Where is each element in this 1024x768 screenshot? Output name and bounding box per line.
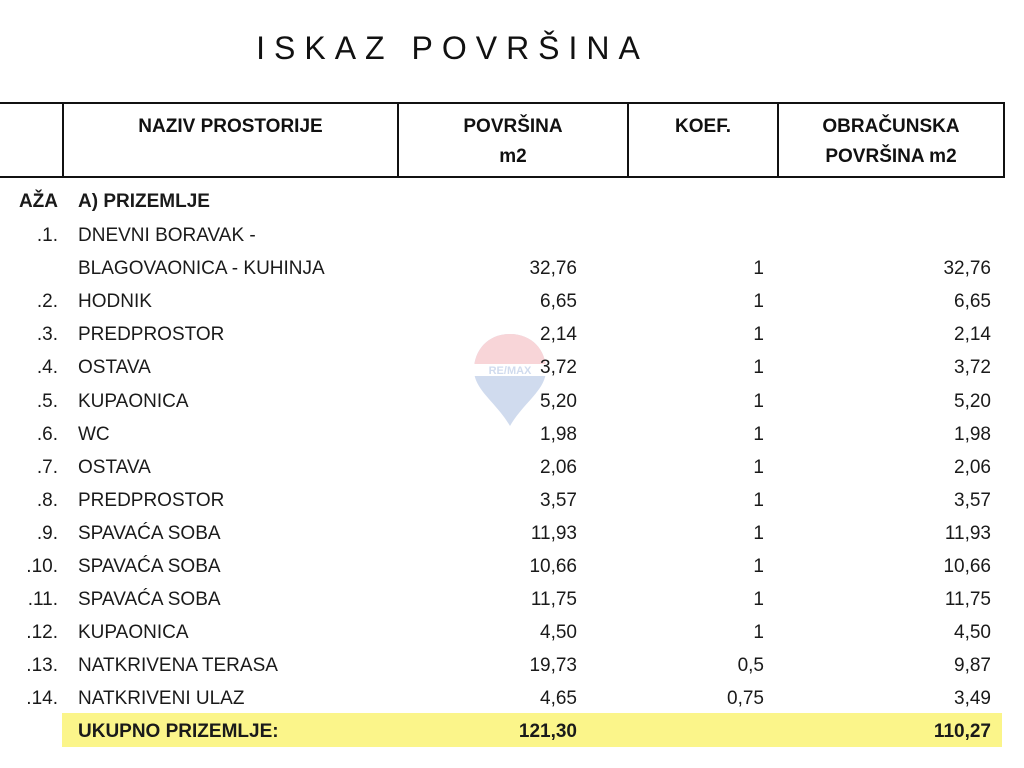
table-row (0, 219, 1024, 252)
header-calc-label: OBRAČUNSKA (822, 116, 960, 137)
room-name: SPAVAĆA SOBA (78, 556, 221, 577)
room-number: .4. (36, 357, 58, 379)
room-koef: 1 (753, 489, 764, 511)
header-top-border (0, 102, 1005, 104)
table-row (0, 616, 1024, 649)
room-number: .3. (36, 324, 58, 346)
room-area: 3,57 (540, 489, 577, 511)
room-number: .2. (36, 291, 58, 313)
room-koef: 1 (753, 258, 764, 280)
room-koef: 1 (753, 390, 764, 412)
room-area: 1,98 (540, 423, 577, 445)
room-name: PREDPROSTOR (78, 324, 225, 346)
table-row (0, 583, 1024, 616)
header-calc-unit: POVRŠINA m2 (825, 146, 957, 167)
room-calc-area: 3,57 (954, 489, 991, 511)
room-calc-area: 2,14 (954, 324, 991, 346)
room-area: 4,50 (540, 622, 577, 644)
table-row (0, 517, 1024, 550)
watermark-text: RE/MAX (488, 365, 532, 377)
room-calc-area: 9,87 (954, 655, 991, 677)
room-koef: 1 (753, 622, 764, 644)
room-koef: 0,5 (737, 655, 764, 677)
total-row (0, 715, 1024, 748)
room-koef: 1 (753, 522, 764, 544)
table-row (0, 418, 1024, 451)
room-koef: 1 (753, 291, 764, 313)
room-name: HODNIK (78, 291, 152, 313)
room-koef: 1 (753, 589, 764, 611)
room-name: SPAVAĆA SOBA (78, 522, 221, 544)
header-calc-area (779, 112, 1003, 172)
room-number: .9. (36, 522, 58, 544)
room-name: OSTAVA (78, 456, 151, 478)
table-row (0, 550, 1024, 583)
room-calc-area: 11,75 (944, 589, 991, 611)
header-area-unit: m2 (499, 146, 527, 167)
room-name: WC (78, 423, 110, 445)
room-calc-area: 2,06 (954, 456, 991, 478)
room-area: 11,75 (530, 589, 577, 611)
room-area: 19,73 (529, 655, 577, 677)
room-calc-area: 4,50 (954, 622, 991, 644)
room-area: 3,72 (540, 357, 577, 379)
room-calc-area: 1,98 (954, 423, 991, 445)
room-calc-area: 3,72 (954, 357, 991, 379)
room-koef: 1 (753, 324, 764, 346)
room-koef: 1 (753, 556, 764, 577)
room-name: SPAVAĆA SOBA (78, 589, 221, 611)
table-row (0, 682, 1024, 715)
header-bottom-border (0, 176, 1005, 178)
room-calc-area: 6,65 (954, 291, 991, 313)
page-title: ISKAZ POVRŠINA (256, 30, 649, 66)
room-area: 32,76 (529, 258, 577, 280)
room-area: 10,66 (529, 556, 577, 577)
room-number: .14. (26, 688, 58, 710)
room-calc-area: 10,66 (943, 556, 991, 577)
room-name: OSTAVA (78, 357, 151, 379)
room-number: .1. (36, 225, 58, 246)
room-area: 5,20 (540, 390, 577, 412)
header-koef: KOEF. (675, 116, 731, 137)
room-koef: 1 (753, 456, 764, 478)
table-row (0, 649, 1024, 682)
room-name: BLAGOVAONICA - KUHINJA (78, 258, 325, 280)
room-calc-area: 32,76 (943, 258, 991, 280)
room-number: .12. (26, 622, 58, 644)
room-koef: 0,75 (727, 688, 764, 710)
room-number: .13. (26, 655, 58, 677)
room-name: PREDPROSTOR (78, 489, 225, 511)
room-number: .8. (36, 489, 58, 511)
header-area-label: POVRŠINA (463, 116, 563, 137)
table-row (0, 351, 1024, 384)
room-name: NATKRIVENI ULAZ (78, 688, 245, 710)
total-label: UKUPNO PRIZEMLJE: (78, 721, 279, 742)
total-area: 121,30 (518, 721, 577, 742)
table-row (0, 285, 1024, 318)
room-koef: 1 (753, 357, 764, 379)
table-row (0, 484, 1024, 517)
total-calc-area: 110,27 (933, 721, 991, 742)
room-number: .6. (36, 423, 58, 445)
floor-label: AŽA (18, 191, 58, 212)
section-name: A) PRIZEMLJE (78, 191, 210, 212)
table-row (0, 451, 1024, 484)
header-divider (1003, 102, 1005, 178)
room-area: 4,65 (540, 688, 577, 710)
room-area: 6,65 (540, 291, 577, 313)
header-area (399, 112, 627, 172)
room-calc-area: 3,49 (954, 688, 991, 710)
room-number: .10. (26, 556, 58, 577)
room-area: 2,14 (540, 324, 577, 346)
table-row (0, 385, 1024, 418)
room-name: KUPAONICA (78, 390, 189, 412)
room-name: NATKRIVENA TERASA (78, 655, 278, 677)
room-area: 11,93 (530, 522, 577, 544)
header-room-name: NAZIV PROSTORIJE (138, 116, 323, 137)
room-number: .11. (27, 589, 58, 611)
table-row (0, 318, 1024, 351)
room-name: KUPAONICA (78, 622, 189, 644)
room-number: .5. (36, 390, 58, 412)
room-calc-area: 11,93 (944, 522, 991, 544)
room-koef: 1 (753, 423, 764, 445)
section-row (0, 185, 1024, 218)
room-calc-area: 5,20 (954, 390, 991, 412)
table-row (0, 252, 1024, 285)
room-number: .7. (36, 456, 58, 478)
room-area: 2,06 (540, 456, 577, 478)
room-name: DNEVNI BORAVAK - (78, 225, 256, 246)
